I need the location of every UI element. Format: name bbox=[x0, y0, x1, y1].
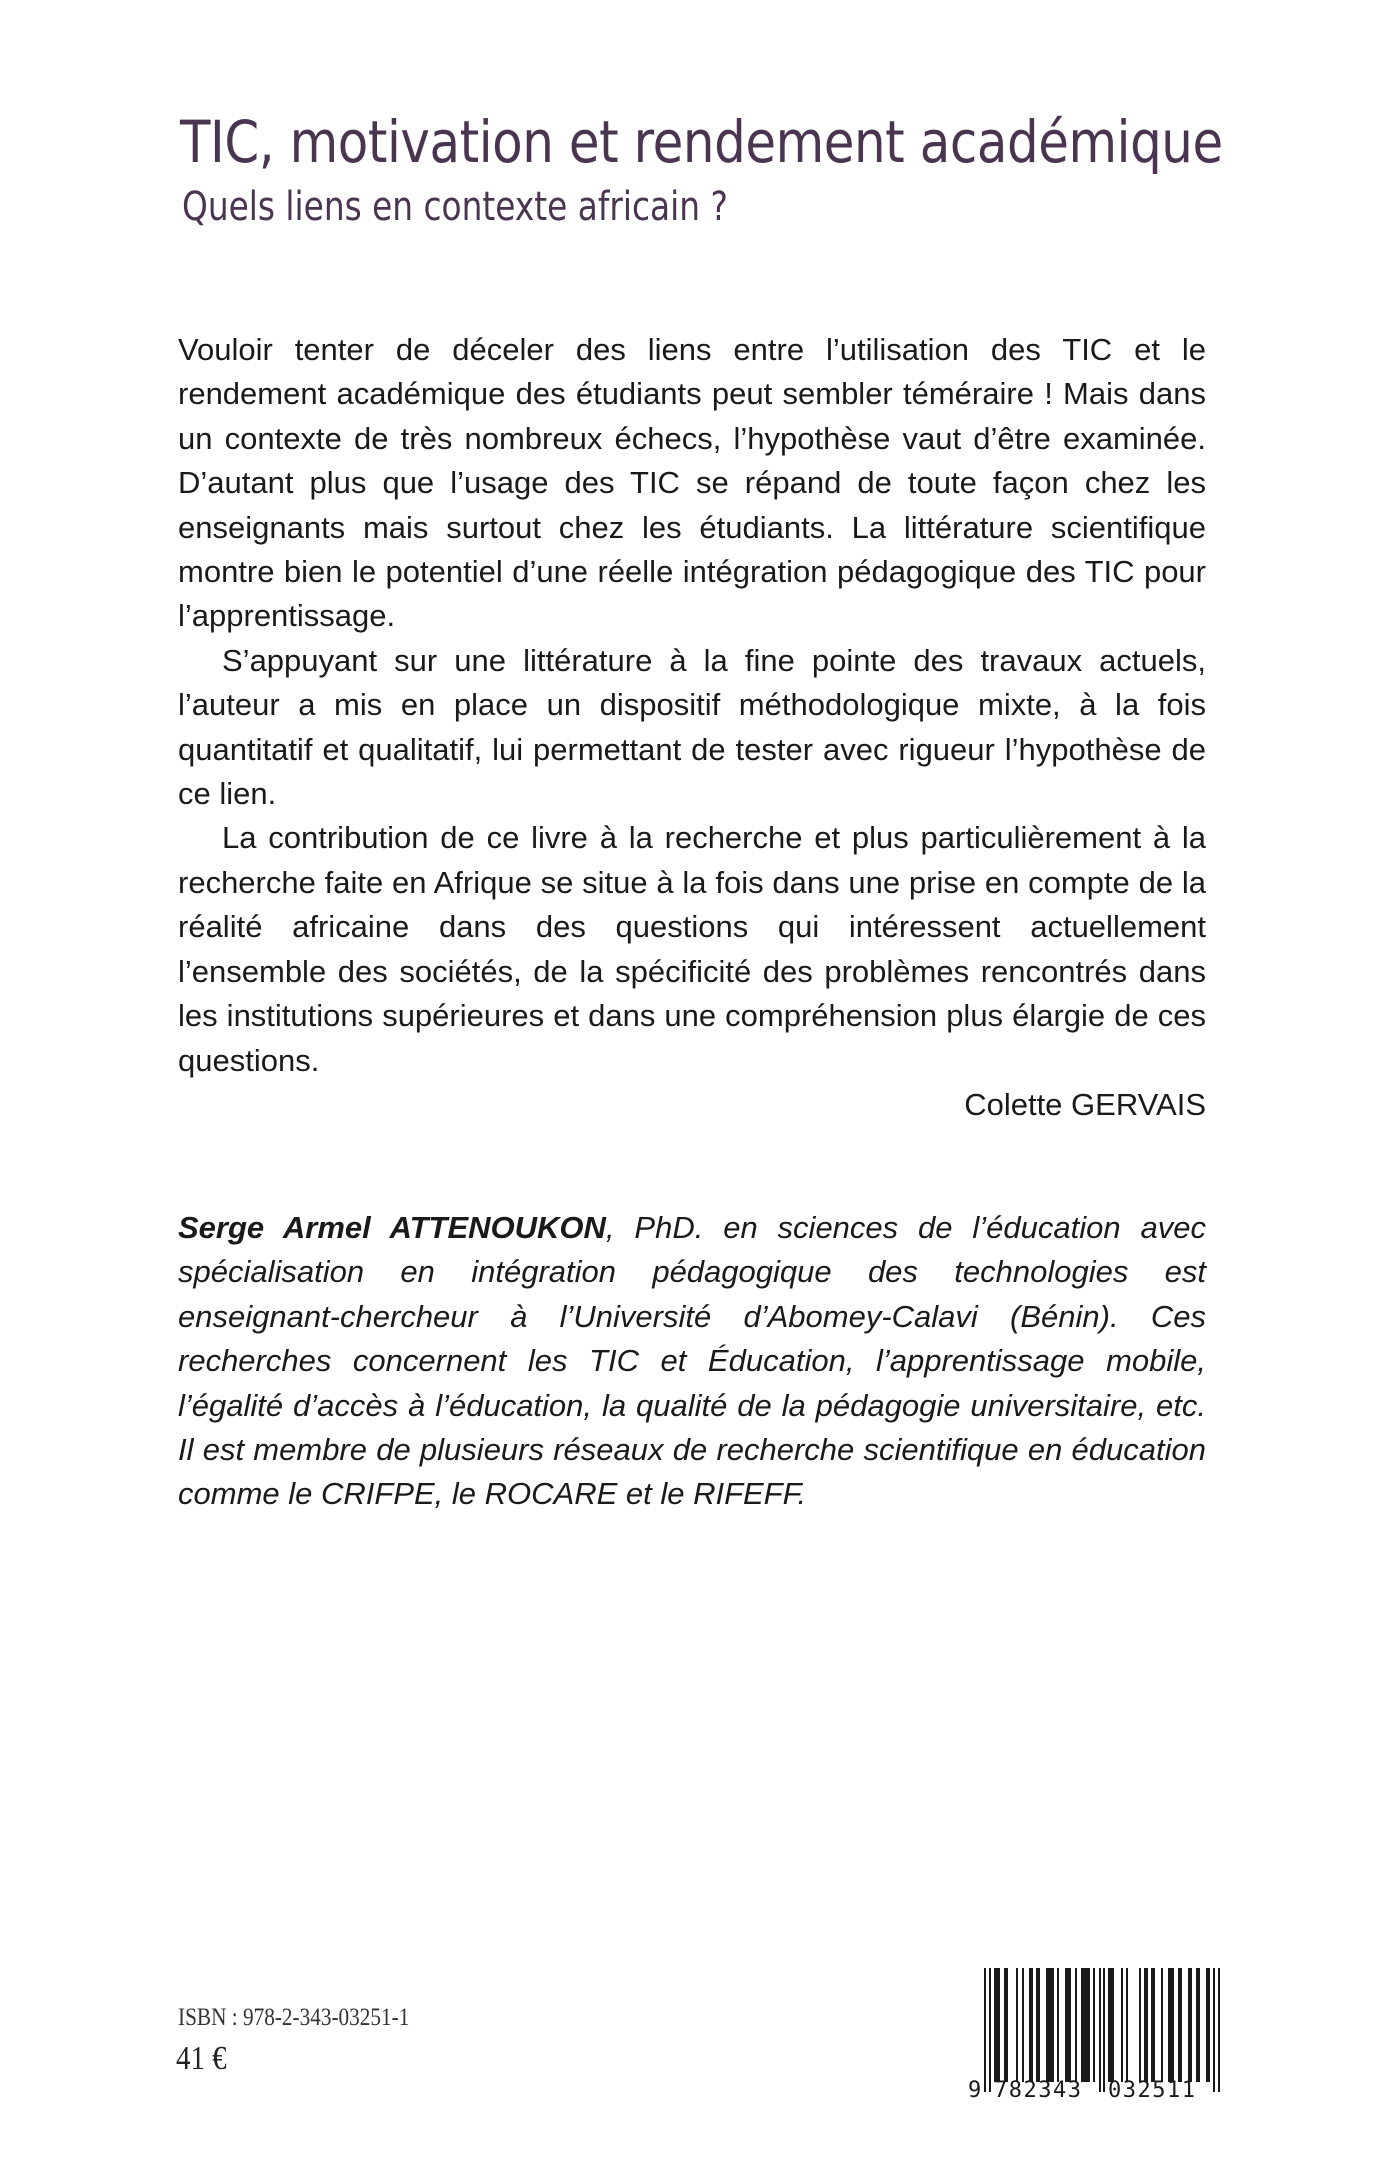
barcode-digits bbox=[968, 2078, 1228, 2110]
barcode-digit-first: 9 bbox=[968, 2078, 982, 2103]
book-subtitle: Quels liens en contexte africain ? bbox=[182, 184, 728, 230]
author-bio-text bbox=[178, 1206, 1206, 1517]
author-name: Serge Armel ATTENOUKON bbox=[178, 1210, 606, 1245]
back-cover-blurb bbox=[178, 328, 1206, 1127]
isbn-label: ISBN : 978-2-343-03251-1 bbox=[178, 2004, 410, 2031]
barcode-digits-left: 782343 bbox=[994, 2078, 1083, 2103]
price-label: 41 € bbox=[176, 2040, 227, 2077]
barcode-digits-right: 032511 bbox=[1108, 2078, 1197, 2103]
blurb-paragraph-3: La contribution de ce livre à la recherche et plus particulièrement à la recherche faite en Afrique se situe à la fois dans une prise en compte de la réalité africaine dans des questions qui intéressent actuellement l’ensemble des sociétés, de la spécificité des problèmes rencontrés dans les institutions supérieures et dans une compréhension plus élargie de ces questions. bbox=[178, 820, 1206, 1078]
author-bio bbox=[178, 1206, 1206, 1517]
author-bio-body: , PhD. en sciences de l’éducation avec spécialisation en intégration pédagogique des technologies est enseignant-chercheur à l’Université d’Abomey-Calavi (Bénin). Ces recherches concernent les TIC et Éducation, l’apprentissage mobile, l’égalité d’accès à l’éducation, la qualité de la pédagogie universitaire, etc. Il est membre de plusieurs réseaux de recherche scientifique en éducation comme le CRIFPE, le ROCARE et le RIFEFF. bbox=[178, 1210, 1206, 1512]
book-title: TIC, motivation et rendement académique bbox=[180, 108, 1223, 176]
blurb-signature: Colette GERVAIS bbox=[964, 1086, 1206, 1122]
blurb-paragraph-2: S’appuyant sur une littérature à la fine pointe des travaux actuels, l’auteur a mis en place un dispositif méthodologique mixte, à la fois quantitatif et qualitatif, lui permettant de tester avec rigueur l’hypothèse de ce lien. bbox=[178, 642, 1206, 812]
barcode bbox=[968, 1968, 1228, 2110]
blurb-paragraph-1: Vouloir tenter de déceler des liens entre l’utilisation des TIC et le rendement académique des étudiants peut sembler téméraire ! Mais dans un contexte de très nombreux échecs, l’hypothèse vaut d’être examinée. D’autant plus que l’usage des TIC se répand de toute façon chez les enseignants mais surtout chez les étudiants. La littérature scientifique montre bien le potentiel d’une réelle intégration pédagogique des TIC pour l’apprentissage. bbox=[178, 332, 1206, 634]
